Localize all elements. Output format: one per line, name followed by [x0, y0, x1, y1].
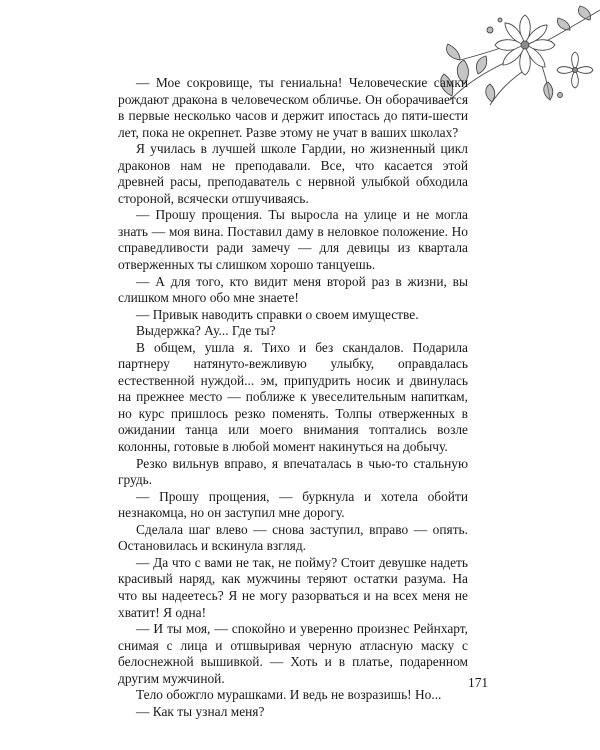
page-number: 171: [468, 675, 489, 690]
paragraph: — И ты моя, — спокойно и уверенно произнес Рейнхарт, снимая с лица и отшвыривая черную атласную маску с белоснежной вышивкой. — Хоть и в платье, подаренном другим мужчиной.: [118, 621, 468, 686]
paragraph: Резко вильнув вправо, я впечаталась в чью-то стальную грудь.: [118, 455, 468, 488]
paragraph: — Мое сокровище, ты гениальна! Человеческие самки рождают дракона в человеческом обличье. Он оборачивается в первые несколько часов и держит ипостась до пяти-шести лет, пока не окрепнет. Разве этому не учат в ваших школах?: [118, 75, 468, 140]
paragraph: Выдержка? Ау... Где ты?: [136, 323, 276, 339]
paragraph: — Да что с вами не так, не пойму? Стоит девушке надеть красивый наряд, как мужчины теряют остатки разума. На что вы надеетесь? Я не могу разорваться и на всех меня не хватит! Я одна!: [118, 554, 468, 620]
paragraph: Тело обожгло мурашками. И ведь не возразишь! Но...: [136, 687, 442, 703]
paragraph: — Как ты узнал меня?: [136, 703, 265, 719]
body-text: [118, 75, 468, 720]
paragraph: Сделала шаг влево — снова заступил, вправо — опять. Остановилась и вскинула взгляд.: [118, 521, 468, 554]
paragraph: — Прошу прощения. Ты выросла на улице и не могла знать — моя вина. Поставил даму в неловкое положение. Но справедливости ради замечу — для девицы из квартала отверженных ты слишком хорошо танцуешь.: [118, 207, 468, 273]
paragraph: Я училась в лучшей школе Гардии, но жизненный цикл драконов нам не преподавали. Все, что касается этой древней расы, преподаватель с нервной улыбкой обходила стороной, всячески отшучиваясь.: [118, 141, 468, 206]
paragraph: — Прошу прощения, — буркнула и хотела обойти незнакомца, но он заступил мне дорогу.: [118, 488, 468, 521]
paragraph: — Привык наводить справки о своем имуществе.: [136, 306, 419, 322]
paragraph: — А для того, кто видит меня второй раз в жизни, вы слишком много обо мне знаете!: [118, 273, 468, 306]
paragraph: В общем, ушла я. Тихо и без скандалов. Подарила партнеру натянуто-вежливую улыбку, оправдалась естественной нуждой... эм, припудрить носик и двинулась на прежнее место — поближе к увеселительным напиткам, но курс пришлось резко поменять. Толпы отверженных в ожидании танца или моего внимания топтались возле колонны, готовые в любой момент накинуться на добычу.: [118, 339, 468, 455]
